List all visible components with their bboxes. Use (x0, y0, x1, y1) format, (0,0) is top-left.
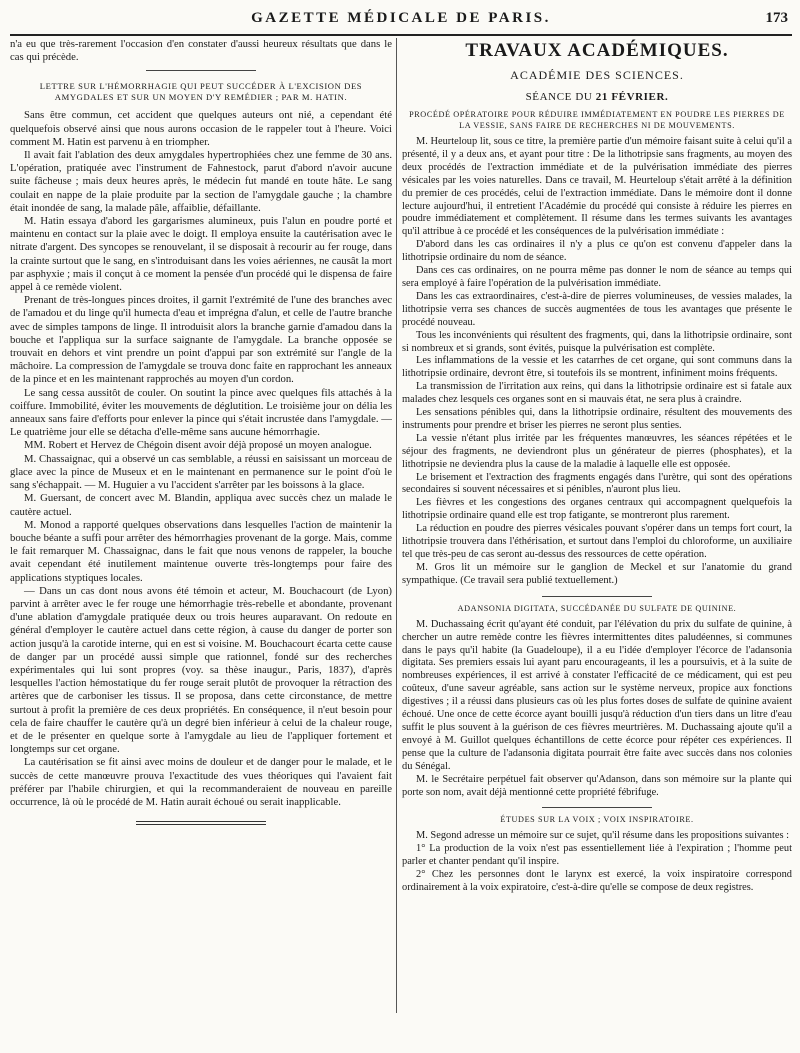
paragraph: Dans ces cas ordinaires, on ne pourra même pas donner le nom de séance au temps qui sera employé à faire l'opération de la pulvérisation immédiate. (402, 265, 792, 289)
paragraph: MM. Robert et Hervez de Chégoin disent avoir déjà proposé un moyen analogue. (24, 439, 372, 452)
article-heading-hemorrhage: LETTRE SUR L'HÉMORRHAGIE QUI PEUT SUCCÉDER À L'EXCISION DES AMYGDALES ET SUR UN MOYEN D'Y REMÉDIER ; PAR M. HATIN. (39, 81, 363, 103)
paragraph: M. Monod a rapporté quelques observations dans lesquelles l'action de maintenir la bouche béante a suffi pour arrêter des hémorrhagies provenant de la gorge. Mais, comme le fait remarquer M. Chassaignac, dans le fait que nous venons de rappeler, la bouche avait cependant été inutilement maintenue ouverte très-longtemps pour faire des applications styptiques locales. (10, 518, 392, 584)
paragraph: M. Gros lit un mémoire sur le ganglion de Meckel et sur l'anatomie du grand sympathique. (Ce travail sera publié textuellement.) (402, 561, 792, 586)
article-heading-voice: ÉTUDES SUR LA VOIX ; VOIX INSPIRATOIRE. (500, 815, 694, 825)
page-number: 173 (765, 10, 788, 26)
paragraph: Dans les cas extraordinaires, c'est-à-dire de pierres volumineuses, de vessies malades, la lithotripsie verra ses chances de succès augmentées de tous les avantages que présente le procédé nouveau. (402, 290, 792, 328)
paragraph: 1° La production de la voix n'est pas essentiellement liée à l'expiration ; l'homme peut parler et chanter pendant qu'il inspire. (402, 843, 792, 868)
adansonia-article-body (402, 619, 792, 800)
section-title: TRAVAUX ACADÉMIQUES. (465, 40, 729, 61)
columns (10, 38, 792, 1053)
paragraph: Les sensations pénibles qui, dans la lithotripsie ordinaire, résultent des mouvements des instruments pour prendre et briser les pierres ne seront plus senties. (402, 407, 792, 431)
left-article-body (10, 109, 392, 809)
paragraph: — Dans un cas dont nous avons été témoin et acteur, M. Bouchacourt (de Lyon) parvint à arrêter avec le fer rouge une hémorrhagie très-rebelle et abondante, provenant d'une ablation d'amygdale pratiquée deux ou trois heures auparavant. On redoute en général d'employer le cautère actuel dans cette région, à cause du danger de porter son action jusqu'à la carotide interne, qui en est si voisine. M. Bouchacourt écarta cette cause de danger par un procédé aussi simple que rationnel, fondé sur des recherches expérimentales qui lui sont propres (voy. sa thèse inaugur., Paris, 1837), d'après lesquelles l'action hémostatique du fer rouge serait plutôt de provoquer la rétraction des artères que de carboniser les tissus. Il se proposa, dans cette circonstance, de mettre surtout à profit la première de ces deux propriétés. En conséquence, il n'eut besoin pour cela de faire chauffer le cautère qu'à un degré bien inférieur à celui de la chaleur rouge, et de le présenter en quelque sorte à l'amygdale au lieu de l'appliquer fortement et longtemps sur cet organe. (10, 584, 392, 756)
academy-title: ACADÉMIE DES SCIENCES. (510, 68, 684, 82)
paragraph: Prenant de très-longues pinces droites, il garnit l'extrémité de l'une des branches avec de l'amadou et du linge qu'il humecta d'eau et imprégna d'alun, et celle de l'autre branche avec de simples tampons de linge. Il introduisit alors la branche garnie d'amadou dans la bouche et l'appliqua sur la surface saignante de l'amygdale. La branche opposée se trouvait en dehors et vint prendre un point d'appui par son extrémité sur l'angle de la mâchoire. La compression de l'amygdale se trouva donc faite en rapprochant les anneaux de la pince et en les maintenant rapprochés au moyen d'un cordon. (10, 294, 392, 386)
end-rule-2 (136, 824, 266, 825)
separator-rule (146, 70, 256, 71)
paragraph: M. Segond adresse un mémoire sur ce sujet, qu'il résume dans les propositions suivantes : (416, 830, 789, 842)
article-heading-lithotripsy: PROCÉDÉ OPÉRATOIRE POUR RÉDUIRE IMMÉDIATEMENT EN POUDRE LES PIERRES DE LA VESSIE, SANS FAIRE DE RECHERCHES NI DE MOUVEMENTS. (409, 110, 785, 130)
left-column (10, 38, 392, 1053)
separator-rule (542, 596, 652, 597)
paragraph: Les fièvres et les congestions des organes centraux qui accompagnent quelquefois la lithotripsie ordinaire quand elle est trop fatigante, se montreront plus rarement. (402, 497, 792, 522)
paragraph: 2° Chez les personnes dont le larynx est exercé, la voix inspiratoire correspond ordinairement à la voix expiratoire, c'est-à-dire qu'elle se compose de deux registres. (402, 869, 792, 894)
paragraph: La vessie n'étant plus irritée par les fréquentes manœuvres, les séances répétées et le séjour des fragments, ne deviendront plus un générateur de pierres (phosphates), et la lithotripsie ne deviendra plus la cause de la maladie à laquelle elle est opposée. (402, 432, 792, 470)
separator-rule (542, 807, 652, 808)
paragraph: M. Hatin essaya d'abord les gargarismes alumineux, puis l'alun en poudre porté et maintenu en contact sur la plaie avec le doigt. Il employa ensuite la cautérisation avec le nitrate d'argent. Des syncopes se renouvelant, il se disposait à recourir au fer rouge, dans la crainte surtout que le sang, en s'introduisant dans les voies aériennes, ne causât la mort par asphyxie ; mais il conçut à ce moment la pensée d'un procédé qui le dispensa de faire appel à ce remède violent. (10, 215, 392, 294)
masthead (10, 0, 792, 36)
paragraph: M. Guersant, de concert avec M. Blandin, appliqua avec succès chez un malade le cautère actuel. (10, 492, 392, 518)
journal-title: GAZETTE MÉDICALE DE PARIS. (251, 10, 551, 26)
paragraph: M. Heurteloup lit, sous ce titre, la première partie d'un mémoire faisant suite à celui qu'il a présenté, il y a deux ans, et ayant pour titre : De la lithotripsie sans fragments, au moyen des deux procédés de l'extraction immédiate et de la pulvérisation immédiate des pierres vésicales par les voies naturelles. Dans ce travail, M. Heurteloup s'était arrêté à la définition du premier de ces procédés, celui de l'extraction immédiate. Dans le mémoire dont il donne lecture aujourd'hui, il entretient l'Académie du procédé qui consiste à réduire les pierres en poudre immédiatement et complètement. Il résume dans les termes suivants les avantages qu'il attribue à ce procédé et les conséquences de la pulvérisation immédiate : (402, 136, 792, 238)
paragraph: Les inflammations de la vessie et les catarrhes de cet organe, qui sont communs dans la lithotripsie ordinaire, devront être, si toutefois ils se montrent, infiniment moins fréquents. (402, 355, 792, 380)
paragraph: M. le Secrétaire perpétuel fait observer qu'Adanson, dans son mémoire sur la plante qui porte son nom, avait déjà mentionné cette propriété fébrifuge. (402, 773, 792, 798)
session-date: 21 FÉVRIER. (595, 91, 669, 103)
paragraph: Tous les inconvénients qui résultent des fragments, qui, dans la lithotripsie ordinaire, sont si nombreux et si grands, sont évités, puisque la pulvérisation est complète. (402, 329, 792, 354)
session-line (402, 91, 792, 103)
paragraph: Le brisement et l'extraction des fragments engagés dans l'urètre, qui sont des opérations secondaires si souvent nécessaires et si pénibles, n'auront plus lieu. (402, 471, 792, 496)
lithotripsy-article-body (402, 136, 792, 588)
paragraph: La cautérisation se fit ainsi avec moins de douleur et de danger pour le malade, et le succès de cette manœuvre prouva l'exactitude des vues théoriques qui l'avaient fait préférer par l'habile chirurgien, et qui la recommanderaient de nouveau en pareille occurrence, là où le procédé de M. Hatin aurait échoué ou serait inapplicable. (10, 756, 392, 808)
article-heading-adansonia: ADANSONIA DIGITATA, SUCCÉDANÉE DU SULFATE DE QUININE. (457, 603, 737, 613)
paragraph: Sans être commun, cet accident que quelques auteurs ont nié, a cependant été quelquefois observé ainsi que nous aurons occasion de le rappeler tout à l'heure. Voici comment M. Hatin est parvenu à en triompher. (10, 109, 392, 148)
paragraph: M. Duchassaing écrit qu'ayant été conduit, par l'élévation du prix du sulfate de quinine, à chercher un autre remède contre les fièvres intermittentes dites paludéennes, si communes dans le pays qu'il habite (la Guadeloupe), il a eu l'idée d'employer l'écorce de l'adansonia digitata. Ses premiers essais lui ayant paru encourageants, il les a poursuivis, et à la suite de nombreuses expériences, il est arrivé à constater l'efficacité de ce médicament, qui est peu coûteux, d'une saveur agréable, sans action sur le système nerveux, propice aux fonctions digestives ; il a réussi dans plusieurs cas où les plus fortes doses de sulfate de quinine avaient échoué. Une once de cette écorce ayant bouilli jusqu'à réduction d'un tiers dans un litre d'eau suffit le plus souvent à la guérison de ces fièvres meurtrières. M. Duchassaing ajoute qu'il a envoyé à M. Guillot quelques échantillons de cette écorce pour répéter ces expériences. Il pense que la culture de l'adansonia digitata pourrait être faite avec succès dans nos colonies du Sénégal. (402, 618, 792, 772)
intro-text: n'a eu que très-rarement l'occasion d'en constater d'aussi heureux résultats que dans le cas qui précède. (10, 38, 392, 64)
paragraph: Le sang cessa aussitôt de couler. On soutint la pince avec quelques fils attachés à la coiffure. Immobilité, éviter les mouvements de déglutition. Le troisième jour on délia les anneaux sans faire d'efforts pour enlever la pince qui s'était incrustée dans l'amygdale. — Le quatrième jour elle se détacha d'elle-même sans aucune hémorrhagie. (10, 386, 392, 439)
paragraph: Il avait fait l'ablation des deux amygdales hypertrophiées chez une femme de 30 ans. L'opération, pratiquée avec l'instrument de Fahnestock, parut d'abord n'avoir aucune suite fâcheuse ; mais deux heures après, le médecin fut mandé en toute hâte. Le sang coulait en nappe de la plaie produite par la section de l'amygdale gauche ; la chambre était inondée de sang, la malade pâle, affaiblie, défaillante. (10, 149, 392, 214)
voice-article-body (402, 830, 792, 895)
paragraph: D'abord dans les cas ordinaires il n'y a plus ce qu'on est convenu d'appeler dans la lithotripsie ordinaire du nom de séance. (402, 239, 792, 264)
right-column (402, 38, 792, 1053)
paragraph: La réduction en poudre des pierres vésicales pouvant s'opérer dans un temps fort court, la lithotripsie trouvera dans l'éthérisation, et surtout dans l'emploi du chloroforme, un auxiliaire tel que très-peu de cas seront au-dessus des ressources de cette opération. (402, 523, 792, 560)
column-divider (396, 38, 397, 1013)
session-prefix: SÉANCE DU (525, 91, 593, 103)
paragraph: M. Chassaignac, qui a observé un cas semblable, a réussi en saisissant un morceau de glace avec la pince de Museux et en le maintenant en permanence sur le point d'où le sang s'échappait. — M. Huguier a vu l'accident s'arrêter par les boissons à la glace. (10, 452, 392, 492)
paragraph: La transmission de l'irritation aux reins, qui dans la lithotripsie ordinaire est si fatale aux malades chez lesquels ces organes sont en si mauvais état, ne sera plus à craindre. (402, 381, 792, 406)
end-rule (136, 821, 266, 822)
